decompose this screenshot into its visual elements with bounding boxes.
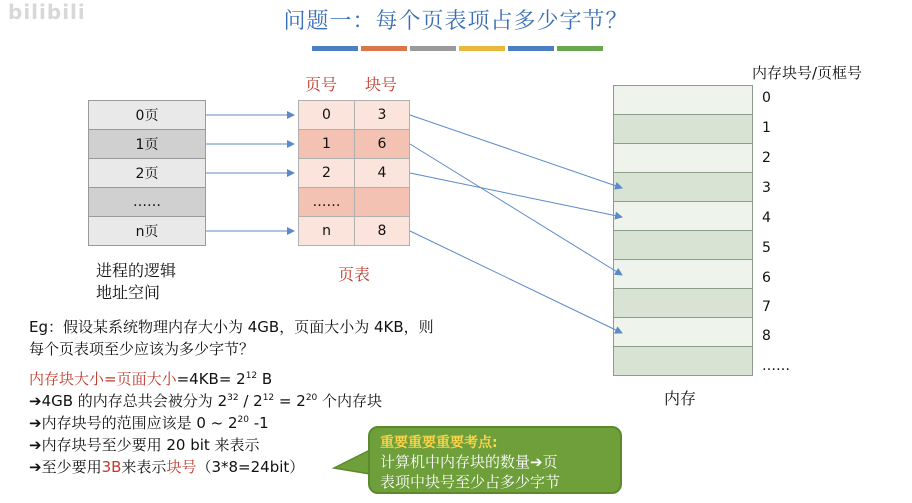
slide-title: 问题一：每个页表项占多少字节？ — [283, 9, 629, 34]
pt-block-0: 3 — [354, 100, 410, 130]
pt-block-1: 6 — [354, 129, 410, 159]
calc2-sup1: 32 — [227, 393, 239, 403]
memory-label-3: 3 — [762, 180, 771, 196]
example-line-2: 每个页表项至少应该为多少字节？ — [29, 340, 255, 358]
calc5-c: （3*8=24bit） — [196, 458, 305, 476]
calc2-b: / 2 — [238, 392, 263, 410]
pt-block-2: 4 — [354, 158, 410, 188]
pt-page-0: 0 — [298, 100, 355, 130]
logical-space-caption-2: 地址空间 — [96, 283, 161, 302]
calc5-red2: 块号 — [166, 458, 197, 476]
logical-page-n: n页 — [88, 216, 206, 246]
pt-page-ellipsis: …… — [298, 187, 355, 217]
calc2-d: 个内存块 — [317, 392, 383, 410]
memory-block-header: 内存块号/页框号 — [752, 64, 863, 82]
memory-label-2: 2 — [762, 150, 771, 166]
calc2-a: ➔4GB 的内存总共会被分为 2 — [29, 392, 228, 410]
callout-line-2: 表项中块号至少占多少字节 — [380, 473, 561, 491]
calc-line-3 — [29, 412, 269, 433]
arrow-block6 — [410, 144, 622, 275]
pt-block-n: 8 — [354, 216, 410, 246]
example-line-1: Eg：假设某系统物理内存大小为 4GB，页面大小为 4KB，则 — [29, 318, 434, 336]
logical-page-1: 1页 — [88, 129, 206, 159]
logical-page-2: 2页 — [88, 158, 206, 188]
memory-label-6: 6 — [762, 270, 771, 286]
page-number-header: 页号 — [305, 75, 338, 94]
calc1-red: 内存块大小=页面大小 — [29, 370, 177, 388]
memory-label-7: 7 — [762, 299, 771, 315]
calc-line-1 — [29, 368, 272, 389]
arrow-block4 — [410, 173, 622, 217]
calc5-a: ➔至少要用 — [29, 458, 102, 476]
pt-page-2: 2 — [298, 158, 355, 188]
calc-line-2 — [29, 390, 382, 411]
memory-label-8: 8 — [762, 328, 771, 344]
memory-label-ellipsis: …… — [762, 358, 790, 374]
memory-label-5: 5 — [762, 240, 771, 256]
calc-line-4: ➔内存块号至少要用 20 bit 来表示 — [29, 436, 260, 454]
arrow-block8 — [410, 231, 622, 333]
calc3-a: ➔内存块号的范围应该是 0 ~ 2 — [29, 414, 238, 432]
memory-label-0: 0 — [762, 90, 771, 106]
memory-label-4: 4 — [762, 210, 771, 226]
callout-line-1: 计算机中内存块的数量➔页 — [380, 453, 558, 471]
calc1-tail: B — [257, 370, 273, 388]
arrow-block3 — [410, 115, 622, 188]
calc5-red1: 3B — [101, 458, 122, 476]
block-number-header: 块号 — [365, 75, 398, 94]
memory-label-1: 1 — [762, 120, 771, 136]
pt-page-1: 1 — [298, 129, 355, 159]
pt-page-n: n — [298, 216, 355, 246]
logical-page-0: 0页 — [88, 100, 206, 130]
logical-space-caption-1: 进程的逻辑 — [96, 261, 177, 280]
callout-title: 重要重要重要考点: — [380, 435, 498, 451]
calc2-c: = 2 — [274, 392, 306, 410]
calc3-b: -1 — [248, 414, 269, 432]
key-point-callout — [368, 426, 622, 494]
calc1-rest: =4KB= 2 — [176, 370, 246, 388]
calc-line-5 — [29, 456, 304, 477]
calc1-sup: 12 — [245, 371, 258, 381]
page-table-caption: 页表 — [338, 265, 371, 284]
calc5-b: 来表示 — [121, 458, 167, 476]
calc2-sup3: 20 — [305, 393, 318, 403]
bilibili-watermark: bilibili — [8, 0, 86, 24]
logical-page-ellipsis: …… — [88, 187, 206, 217]
memory-caption: 内存 — [664, 389, 697, 408]
calc2-sup2: 12 — [262, 393, 275, 403]
calc3-sup: 20 — [237, 415, 249, 425]
